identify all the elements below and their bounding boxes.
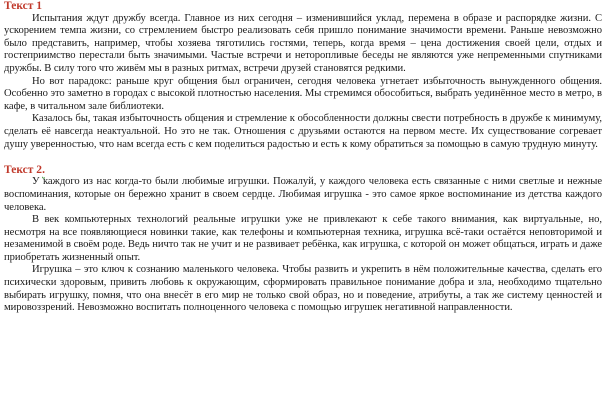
text2-heading [4, 164, 602, 177]
text2-paragraph-2: В век компьютерных технологий реальные игрушки уже не привлекают к себе такого внимания, как виртуальные, но, несмотря на все появляющиеся новинки такие, как телефоны и компьютерная техника, игрушка всё-таки остаётся неповторимой и незаменимой в своём роде. Ведь ничто так не учит и не развивает ребёнка, как игрушка, с которой он может общаться, играть и даже приобретать жизненный опыт. [4, 214, 602, 263]
text2-heading-label: Текст 2 [4, 163, 43, 176]
document-page [4, 0, 602, 315]
text1-paragraph-3: Казалось бы, такая избыточность общения и стремление к обособленности должны свести потребность в дружбе к минимуму, сделать её навсегда неактуальной. Но это не так. Отношения с друзьями остаются на первом месте. Их существование согревает душу уверенностью, что нам всегда есть с кем поделиться радостью и есть к кому обратиться за помощью в самую трудную минуту. [4, 113, 602, 150]
section-gap [4, 151, 602, 164]
text1-paragraph-1: Испытания ждут дружбу всегда. Главное из них сегодня – изменившийся уклад, перемена в образе и распорядке жизни. С ускорением темпа жизни, со стремлением быстро реализовать себя пришло понимание значимости времени. Раньше невозможно было представить, например, чтобы хозяева тяготились гостями, теперь, когда время – цена достижения своей цели, отдых и гостеприимство перестали быть значимыми. Частые встречи и неторопливые беседы не являются уже непременными спутниками дружбы. В силу того что живём мы в разных ритмах, встречи друзей становятся редкими. [4, 12, 602, 74]
text2-paragraph-1: У каждого из нас когда-то были любимые игрушки. Пожалуй, у каждого человека есть связанные с ними светлые и нежные воспоминания, которые он бережно хранит в своем сердце. Любимая игрушка - это самое яркое воспоминание из детства каждого человека. [4, 176, 602, 213]
text1-paragraph-2: Но вот парадокс: раньше круг общения был ограничен, сегодня человека угнетает избыточность вынужденного общения. Особенно это заметно в городах с высокой плотностью населения. Мы стремимся обособиться, выбрать уединённое место в метро, в кафе, в читальном зале библиотеки. [4, 75, 602, 112]
text2-heading-suffix: . [42, 163, 45, 176]
text2-paragraph-3: Игрушка – это ключ к сознанию маленького человека. Чтобы развить и укрепить в нём положительные качества, сделать его психически здоровым, привить любовь к окружающим, сформировать правильное понимание добра и зла, необходимо тщательно выбирать игрушку, помня, что она внесёт в его мир не только свой образ, но и поведение, атрибуты, а так же систему ценностей и мировоззрений. Невозможно воспитать полноценного человека с помощью игрушек негативной направленности. [4, 264, 602, 314]
text1-heading: Текст 1 [4, 0, 43, 12]
